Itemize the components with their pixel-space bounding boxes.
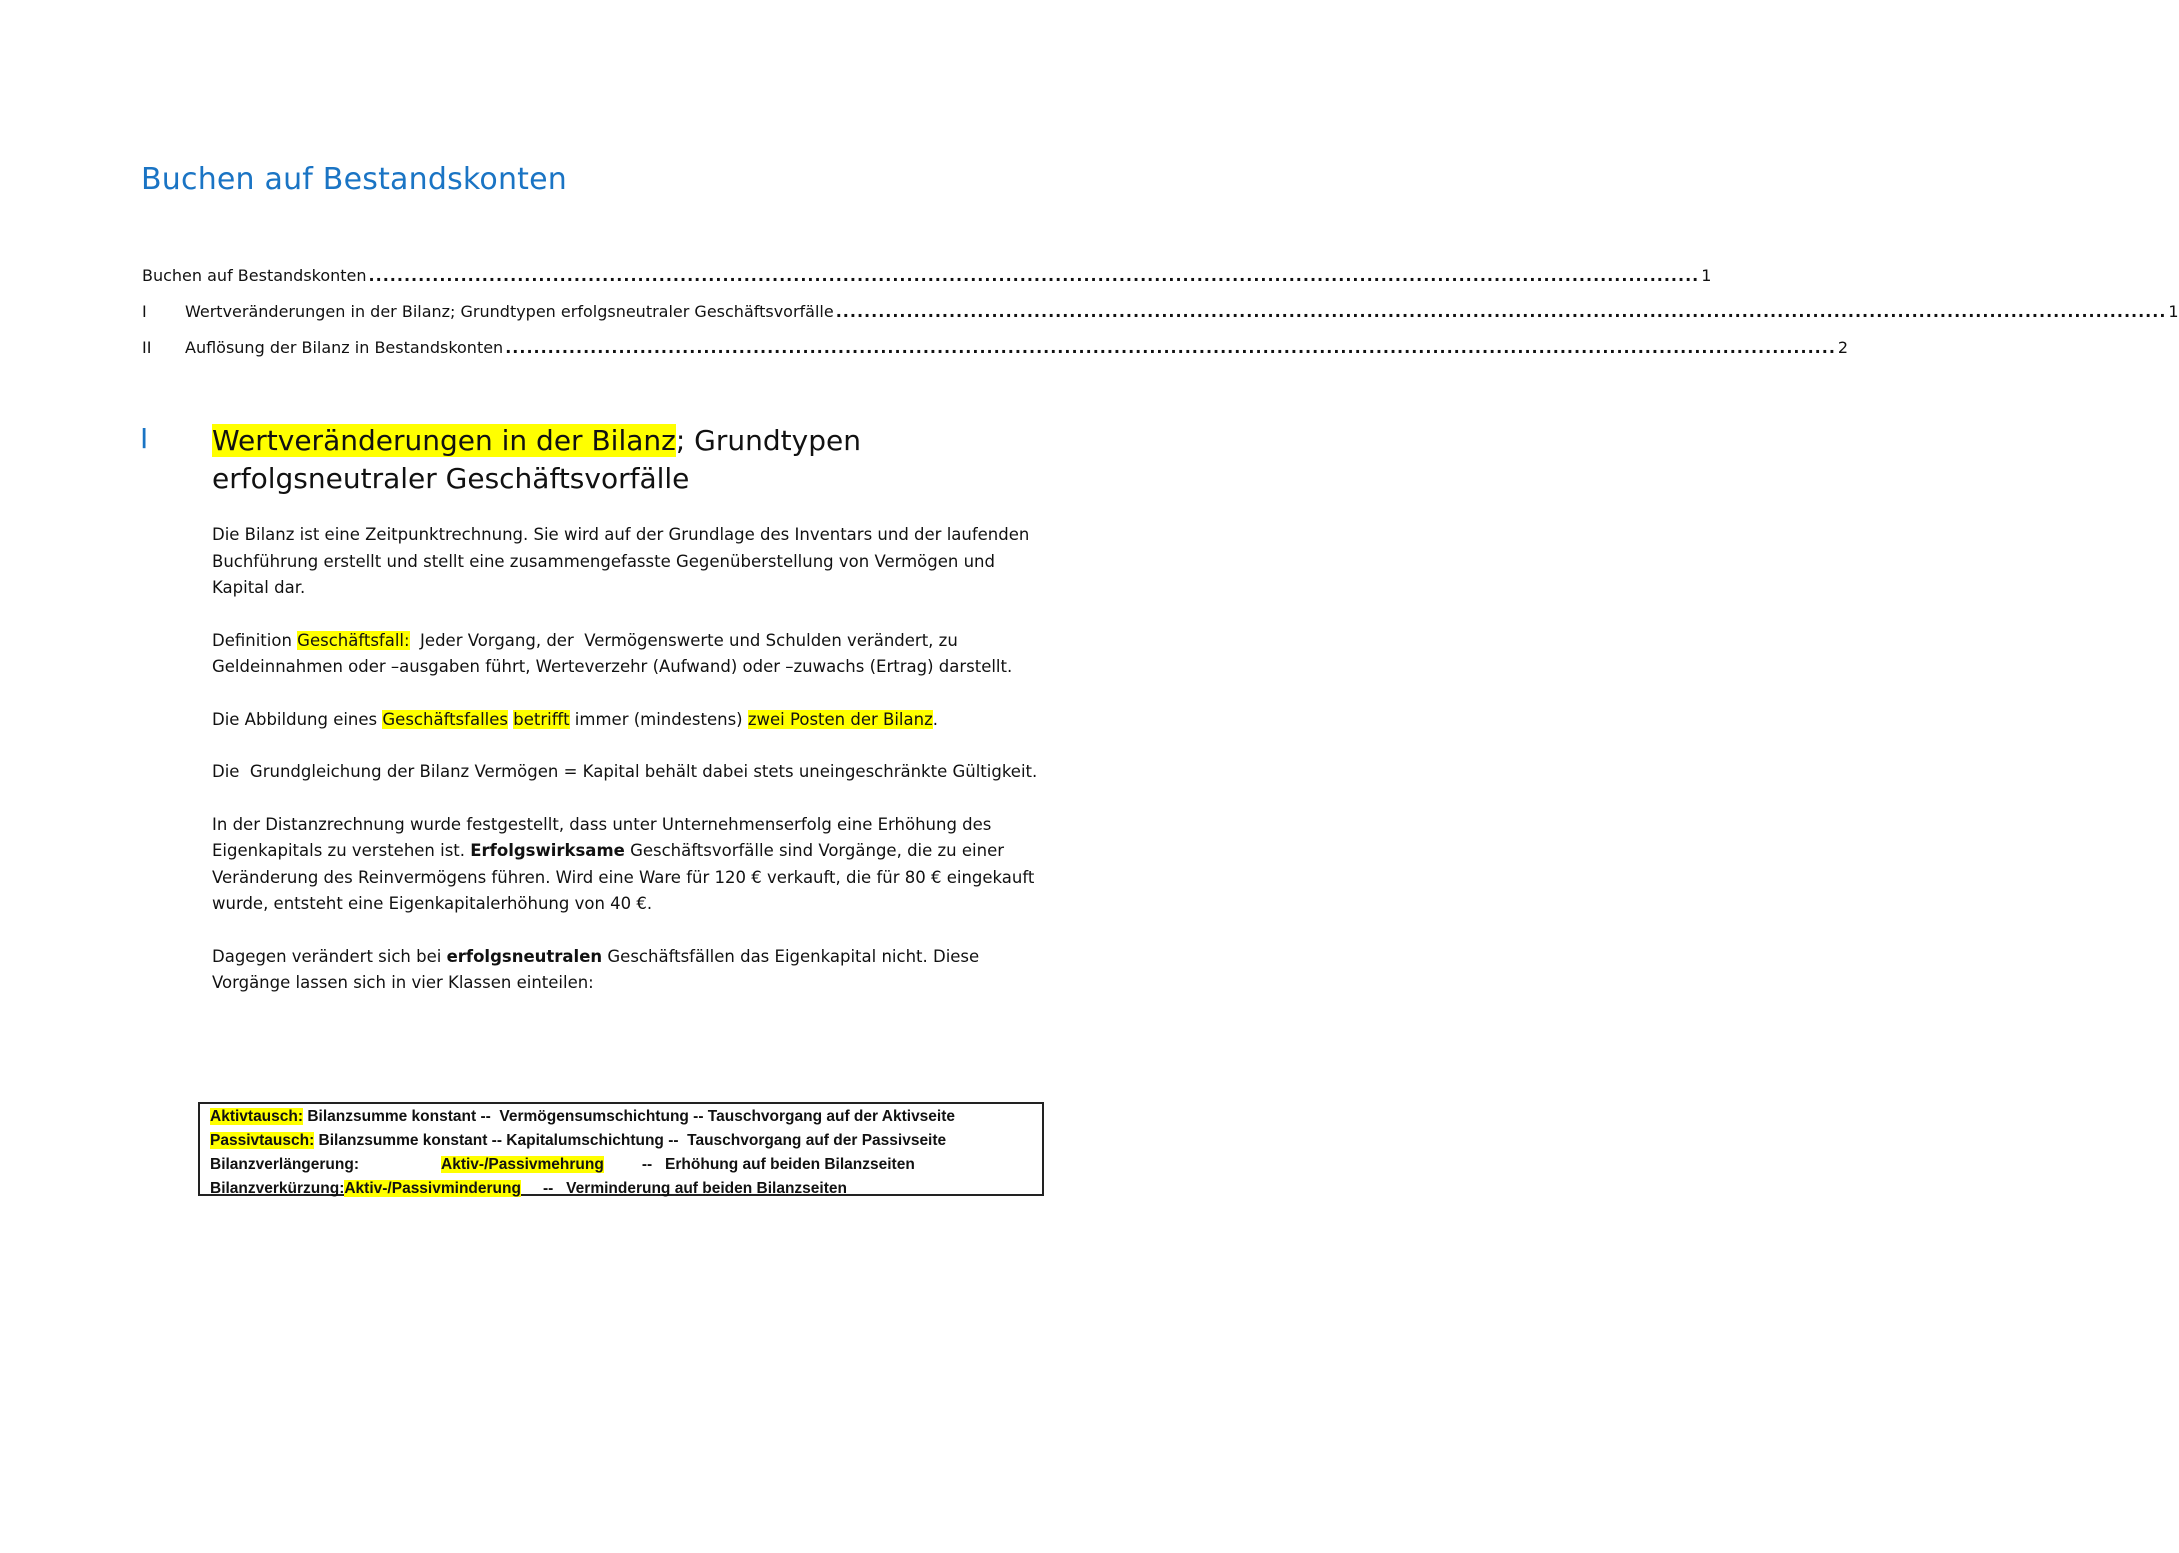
text-run: Bilanzverkürzung:	[210, 1180, 345, 1197]
box-line-bilanzverkuerzung	[210, 1177, 1032, 1201]
paragraph-distanzrechnung	[212, 812, 1042, 918]
highlight-minderung: Aktiv-/Passivminderung	[344, 1180, 521, 1197]
highlight-zwei-posten: zwei Posten der Bilanz	[747, 709, 933, 729]
highlight-betrifft: betrifft	[513, 709, 570, 729]
highlight-geschaeftsfall: Geschäftsfall:	[297, 630, 410, 650]
text-run: Dagegen verändert sich bei	[212, 946, 447, 966]
box-line-aktivtausch	[210, 1105, 1032, 1129]
toc-entry-number: I	[142, 302, 147, 321]
toc-entry-number: II	[142, 338, 152, 357]
toc-leader-dots: ............................................................................................................................................................................................	[505, 338, 1836, 357]
text-run: Bilanzverlängerung:	[210, 1156, 359, 1173]
text-run: In der Distanzrechnung wurde festgestellt, dass unter Unternehmenserfolg eine Erhöhung des Eigenkapitals zu verstehen ist.	[212, 814, 992, 860]
toc-leader-dots: ............................................................................................................................................................................................	[835, 302, 2167, 321]
toc-entry-text[interactable]: Wertveränderungen in der Bilanz; Grundtypen erfolgsneutraler Geschäftsvorfälle	[185, 302, 834, 321]
heading-text-line2: erfolgsneutraler Geschäftsvorfälle	[212, 462, 690, 495]
box-line-bilanzverlaengerung	[210, 1153, 1032, 1177]
bold-erfolgswirksame: Erfolgswirksame	[470, 841, 625, 860]
text-run: Bilanzsumme konstant -- Vermögensumschichtung -- Tauschvorgang auf der Aktivseite	[303, 1108, 956, 1125]
toc-entry[interactable]	[142, 302, 2179, 338]
summary-box	[198, 1102, 1044, 1196]
body-text	[212, 522, 1042, 1023]
table-of-contents	[142, 266, 2179, 374]
text-run: Die Abbildung eines	[212, 709, 383, 729]
section-heading	[212, 422, 1032, 498]
paragraph-bilanz: Die Bilanz ist eine Zeitpunktrechnung. Sie wird auf der Grundlage des Inventars und der laufenden Buchführung erstellt und stellt eine zusammengefasste Gegenüberstellung von Vermögen und Kapital dar.	[212, 525, 1030, 597]
toc-entry[interactable]	[142, 338, 1849, 374]
paragraph-definition	[212, 628, 1042, 681]
section-number: I	[140, 422, 149, 455]
text-run: Geschäftsvorfälle sind Vorgänge, die zu einer Veränderung des Reinvermögens führen. Wird eine Ware für 120 € verkauft, die für 80 € eingekauft wurde, entsteht eine Eigenkapitalerhöhung von 40 €.	[212, 841, 1035, 913]
text-run: Bilanzsumme konstant -- Kapitalumschichtung -- Tauschvorgang auf der Passivseite	[314, 1132, 947, 1149]
toc-page-number: 2	[1837, 338, 1849, 357]
toc-entry[interactable]	[142, 266, 1712, 302]
highlight-passivtausch: Passivtausch:	[210, 1132, 315, 1149]
toc-leader-dots: ............................................................................................................................................................................................	[368, 266, 1700, 285]
document-title: Buchen auf Bestandskonten	[141, 162, 568, 197]
box-line-passivtausch	[210, 1129, 1032, 1153]
highlight-geschaeftsfalles: Geschäftsfalles	[382, 709, 508, 729]
heading-text: ; Grundtypen	[675, 424, 861, 457]
paragraph-erfolgsneutral	[212, 944, 1042, 997]
text-run: -- Verminderung auf beiden Bilanzseiten	[542, 1180, 847, 1197]
highlight-aktivtausch: Aktivtausch:	[210, 1108, 304, 1125]
text-run: Jeder Vorgang, der Vermögenswerte und Schulden verändert, zu Geldeinnahmen oder –ausgaben führt, Werteverzehr (Aufwand) oder –zuwachs (Ertrag) darstellt.	[212, 630, 1013, 676]
text-run: -- Erhöhung auf beiden Bilanzseiten	[641, 1156, 915, 1173]
toc-entry-text[interactable]: Buchen auf Bestandskonten	[142, 266, 367, 285]
text-run: immer (mindestens)	[569, 709, 748, 729]
text-run: .	[932, 709, 938, 729]
bold-erfolgsneutralen: erfolgsneutralen	[446, 946, 603, 966]
paragraph-abbildung	[212, 707, 1042, 734]
text-run: Definition	[212, 630, 298, 650]
text-run: Geschäftsfällen das Eigenkapital nicht. Diese Vorgänge lassen sich in vier Klassen einteilen:	[212, 946, 980, 992]
paragraph-grundgleichung: Die Grundgleichung der Bilanz Vermögen = Kapital behält dabei stets uneingeschränkte Gültigkeit.	[212, 762, 1038, 781]
toc-page-number: 1	[1701, 266, 1712, 285]
toc-entry-text[interactable]: Auflösung der Bilanz in Bestandskonten	[185, 338, 504, 357]
highlight-mehrung: Aktiv-/Passivmehrung	[441, 1156, 604, 1173]
heading-highlight: Wertveränderungen in der Bilanz	[212, 424, 676, 457]
toc-page-number: 1	[2168, 302, 2179, 321]
